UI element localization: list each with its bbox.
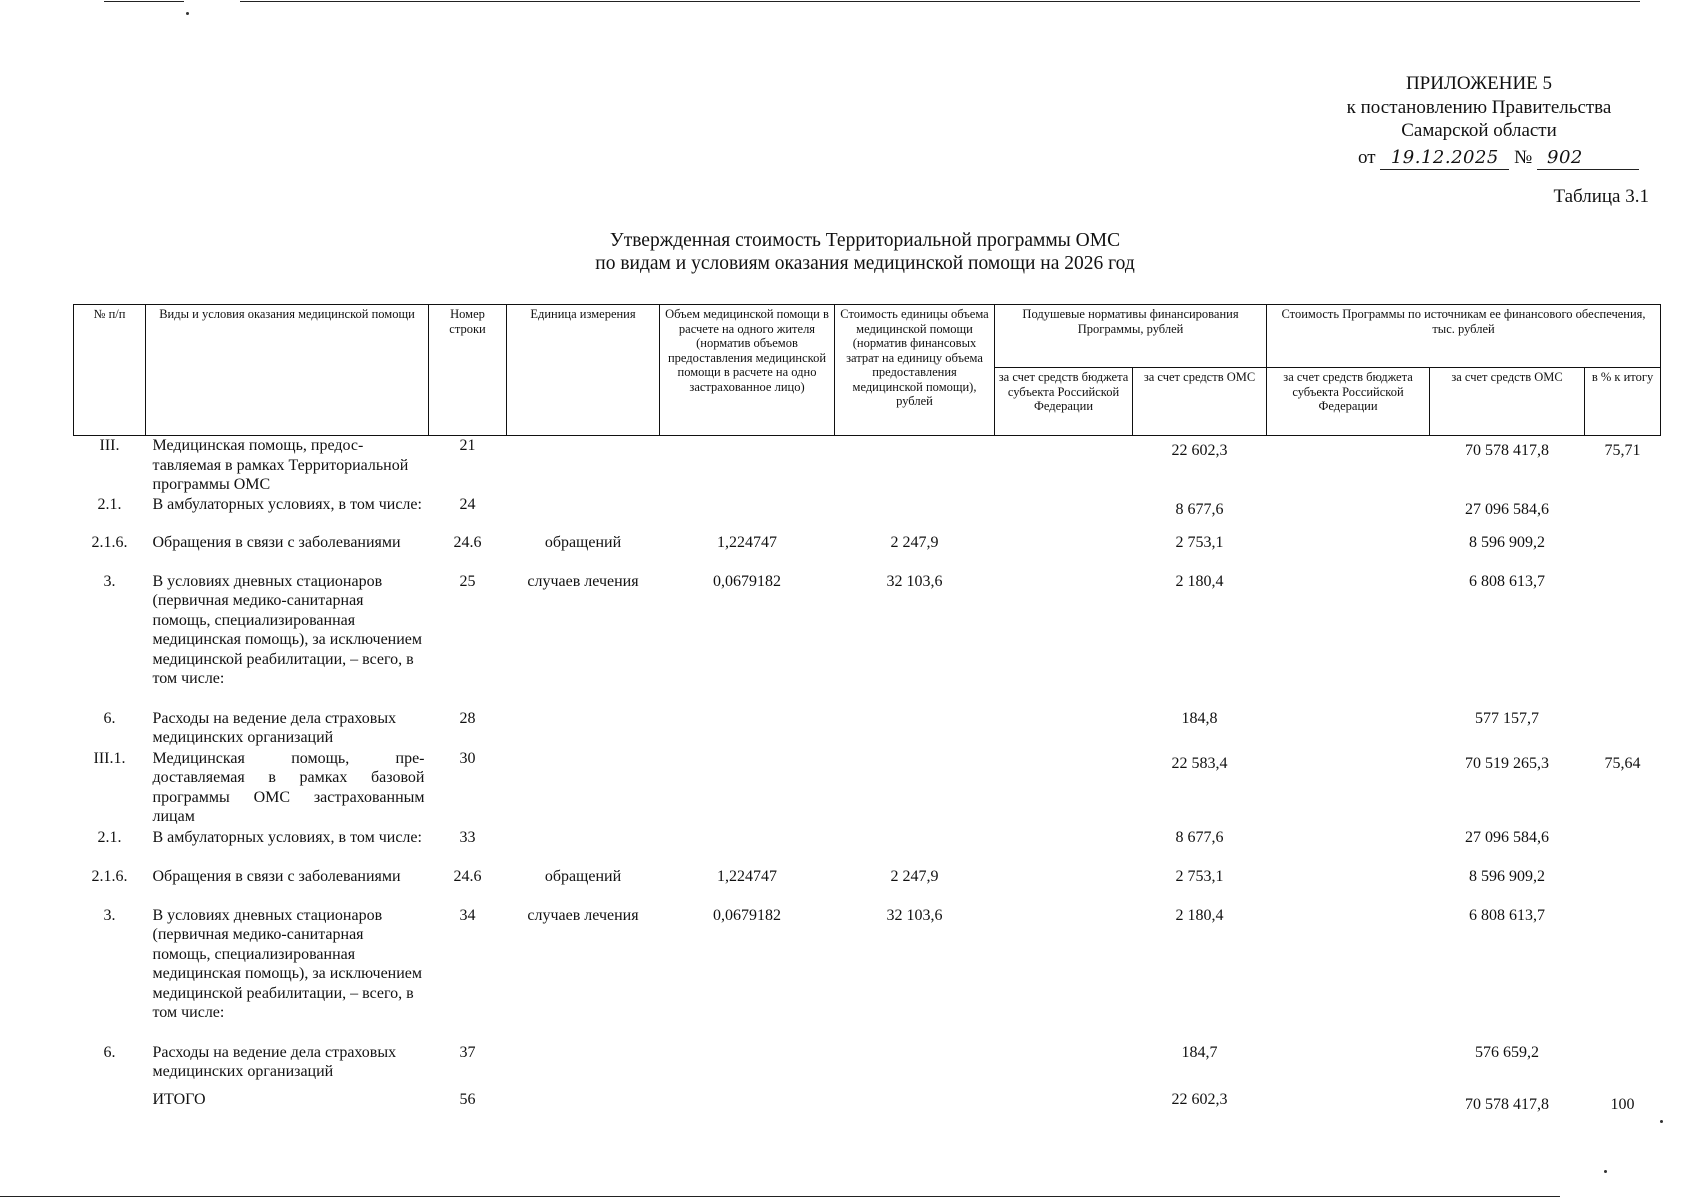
cell-pc-budget bbox=[995, 906, 1133, 1043]
cell-volume: 1,224747 bbox=[717, 867, 777, 885]
appendix-date-line bbox=[1319, 146, 1639, 171]
cell-name: В амбулаторных условиях, в том числе: bbox=[152, 828, 422, 846]
cell-unit bbox=[507, 709, 660, 749]
cell-cost-budget bbox=[1267, 1043, 1430, 1090]
cell-cost-oms: 576 659,2 bbox=[1475, 1043, 1540, 1061]
header-group-per-capita: Подушевые нормативы финансирования Программы, рублей bbox=[995, 305, 1267, 368]
cell-cost-oms: 27 096 584,6 bbox=[1465, 828, 1550, 846]
table-body bbox=[74, 436, 1661, 1120]
cell-cost-budget bbox=[1267, 709, 1430, 749]
cell-cost-unit: 32 103,6 bbox=[886, 572, 943, 590]
cell-unit bbox=[507, 749, 660, 828]
table-row bbox=[74, 533, 1661, 572]
cell-name: Расходы на ведение дела страховых медицинских организаций bbox=[152, 709, 397, 746]
cell-no: III.1. bbox=[93, 749, 126, 767]
cell-volume bbox=[660, 828, 835, 867]
cell-pc-budget bbox=[995, 828, 1133, 867]
cell-pc-oms: 2 753,1 bbox=[1175, 533, 1224, 551]
cell-line: 25 bbox=[459, 572, 476, 590]
scan-edge-top-left bbox=[104, 1, 184, 2]
cell-no: 6. bbox=[103, 1043, 116, 1061]
header-kind: Виды и условия оказания медицинской помощи bbox=[146, 305, 429, 436]
cell-pc-oms: 184,7 bbox=[1181, 1043, 1218, 1061]
cell-pc-budget bbox=[995, 436, 1133, 495]
cell-pct bbox=[1585, 709, 1661, 749]
cell-no: III. bbox=[99, 437, 120, 454]
cell-pc-budget bbox=[995, 1043, 1133, 1090]
cell-unit: случаев лечения bbox=[527, 572, 639, 590]
cell-name: Расходы на ведение дела страховых медицинских организаций bbox=[152, 1043, 397, 1080]
cell-cost-unit bbox=[835, 436, 995, 495]
cell-unit: обращений bbox=[544, 867, 622, 885]
scan-speck bbox=[186, 12, 189, 15]
cell-pct bbox=[1585, 572, 1661, 709]
cell-volume bbox=[660, 436, 835, 495]
cell-pct bbox=[1585, 906, 1661, 1043]
table-row bbox=[74, 828, 1661, 867]
table-row bbox=[74, 1043, 1661, 1090]
cell-line: 33 bbox=[459, 828, 476, 846]
cell-cost-budget bbox=[1267, 436, 1430, 495]
header-cost-oms: за счет средств ОМС bbox=[1430, 368, 1585, 436]
document-title bbox=[300, 229, 1430, 275]
cell-line: 28 bbox=[459, 709, 476, 727]
cell-cost-oms: 70 578 417,8 bbox=[1465, 442, 1550, 459]
cell-no: 2.1.6. bbox=[91, 867, 128, 885]
cell-line: 56 bbox=[459, 1090, 476, 1108]
cell-pct bbox=[1585, 1043, 1661, 1090]
appendix-block bbox=[1319, 72, 1639, 170]
table-row bbox=[74, 436, 1661, 495]
scan-speck bbox=[1660, 1120, 1663, 1123]
cell-volume bbox=[660, 1090, 835, 1120]
cell-pct bbox=[1585, 828, 1661, 867]
cell-cost-unit bbox=[835, 1090, 995, 1120]
cell-pc-budget bbox=[995, 867, 1133, 906]
cell-line: 21 bbox=[459, 437, 476, 454]
appendix-from-label: от bbox=[1358, 146, 1376, 168]
scan-edge-bottom bbox=[0, 1196, 1560, 1197]
cell-pc-budget bbox=[995, 572, 1133, 709]
table-label: Таблица 3.1 bbox=[1553, 186, 1649, 207]
header-pc-budget: за счет средств бюджета субъекта Российской Федерации bbox=[995, 368, 1133, 436]
cell-cost-oms: 8 596 909,2 bbox=[1469, 533, 1546, 551]
cell-no: 3. bbox=[103, 906, 116, 924]
header-pct: в % к итогу bbox=[1585, 368, 1661, 436]
header-group-cost: Стоимость Программы по источникам ее финансового обеспечения, тыс. рублей bbox=[1267, 305, 1661, 368]
cell-pc-oms: 2 180,4 bbox=[1175, 906, 1224, 924]
cell-cost-budget bbox=[1267, 1090, 1430, 1120]
cell-line: 24.6 bbox=[453, 867, 482, 885]
header-cost-budget: за счет средств бюджета субъекта Российской Федерации bbox=[1267, 368, 1430, 436]
cell-cost-unit: 2 247,9 bbox=[890, 867, 939, 885]
cell-no: 6. bbox=[103, 709, 116, 727]
table-row-total bbox=[74, 1090, 1661, 1120]
cell-name: В условиях дневных стационаров (первичная медико-санитарная помощь, специализированная медицинская помощь), за исключением медицинской реабилитации, – всего, в том числе: bbox=[152, 572, 423, 687]
cell-cost-oms: 577 157,7 bbox=[1475, 709, 1540, 727]
cell-pc-budget bbox=[995, 1090, 1133, 1120]
cell-no: 2.1. bbox=[97, 828, 122, 846]
table-row bbox=[74, 867, 1661, 906]
table-row bbox=[74, 495, 1661, 533]
cell-cost-budget bbox=[1267, 572, 1430, 709]
cell-cost-budget bbox=[1267, 828, 1430, 867]
table-row bbox=[74, 906, 1661, 1043]
cell-name: Медицинская помощь, пре-доставляемая в рамках базовой программы ОМС застрахованным лицам bbox=[152, 749, 425, 825]
cell-cost-budget bbox=[1267, 906, 1430, 1043]
cell-name: ИТОГО bbox=[152, 1090, 206, 1108]
cell-unit bbox=[507, 828, 660, 867]
document-title-line-2: по видам и условиям оказания медицинской помощи на 2026 год bbox=[595, 253, 1135, 274]
appendix-line-2: Самарской области bbox=[1401, 120, 1557, 141]
cell-line: 30 bbox=[459, 749, 476, 767]
cell-line: 34 bbox=[459, 906, 476, 924]
cell-cost-oms: 8 596 909,2 bbox=[1469, 867, 1546, 885]
header-unit: Единица измерения bbox=[507, 305, 660, 436]
header-cost-unit: Стоимость единицы объема медицинской помощи (норматив финансовых затрат на единицу объема предоставления медицинской помощи), рублей bbox=[835, 305, 995, 436]
header-pc-oms: за счет средств ОМС bbox=[1133, 368, 1267, 436]
cell-pct bbox=[1585, 533, 1661, 572]
table-row bbox=[74, 709, 1661, 749]
cell-cost-budget bbox=[1267, 867, 1430, 906]
cell-name: Медицинская помощь, предос-тавляемая в рамках Территориальной программы ОМС bbox=[152, 437, 409, 493]
scan-speck bbox=[1604, 1170, 1607, 1173]
cell-cost-unit bbox=[835, 828, 995, 867]
cell-pc-budget bbox=[995, 749, 1133, 828]
header-volume: Объем медицинской помощи в расчете на одного жителя (норматив объемов предоставления медицинской помощи в расчете на одно застрахованное лицо) bbox=[660, 305, 835, 436]
cell-name: В амбулаторных условиях, в том числе: bbox=[152, 495, 422, 513]
cell-volume: 0,0679182 bbox=[713, 572, 781, 590]
cell-no bbox=[74, 1090, 146, 1120]
cell-unit bbox=[507, 1043, 660, 1090]
appendix-number: 902 bbox=[1537, 146, 1639, 171]
cell-pct: 75,71 bbox=[1604, 442, 1641, 459]
cell-cost-budget bbox=[1267, 749, 1430, 828]
cell-cost-oms: 70 578 417,8 bbox=[1465, 1095, 1550, 1113]
cell-name: Обращения в связи с заболеваниями bbox=[152, 533, 401, 551]
cost-table bbox=[73, 304, 1661, 1120]
cell-pc-budget bbox=[995, 709, 1133, 749]
cell-line: 24.6 bbox=[453, 533, 482, 551]
header-line: Номер строки bbox=[429, 305, 507, 436]
cell-pc-oms: 8 677,6 bbox=[1175, 828, 1224, 846]
cell-pct: 75,64 bbox=[1604, 754, 1641, 772]
document-title-line-1: Утвержденная стоимость Территориальной программы ОМС bbox=[609, 230, 1121, 251]
cell-cost-budget bbox=[1267, 533, 1430, 572]
cell-cost-unit bbox=[835, 749, 995, 828]
cell-no: 2.1. bbox=[97, 495, 122, 513]
cell-cost-unit: 32 103,6 bbox=[886, 906, 943, 924]
cell-cost-oms: 6 808 613,7 bbox=[1469, 906, 1546, 924]
cell-pct: 100 bbox=[1610, 1095, 1635, 1113]
cell-line: 37 bbox=[459, 1043, 476, 1061]
cell-unit bbox=[507, 495, 660, 533]
cell-unit bbox=[507, 1090, 660, 1120]
cell-unit: случаев лечения bbox=[527, 906, 639, 924]
cell-pc-oms: 2 180,4 bbox=[1175, 572, 1224, 590]
cell-cost-unit bbox=[835, 495, 995, 533]
header-no: № п/п bbox=[74, 305, 146, 436]
cell-pc-oms: 184,8 bbox=[1181, 709, 1218, 727]
cell-pct bbox=[1585, 495, 1661, 533]
appendix-line-1: к постановлению Правительства bbox=[1346, 96, 1612, 118]
cell-cost-oms: 27 096 584,6 bbox=[1465, 500, 1550, 518]
appendix-number-sign: № bbox=[1514, 146, 1533, 168]
cell-volume bbox=[660, 1043, 835, 1090]
cell-no: 3. bbox=[103, 572, 116, 590]
cell-unit: обращений bbox=[544, 533, 622, 551]
cell-volume bbox=[660, 749, 835, 828]
scan-edge-top bbox=[240, 1, 1640, 2]
cell-cost-oms: 6 808 613,7 bbox=[1469, 572, 1546, 590]
cell-cost-budget bbox=[1267, 495, 1430, 533]
cell-volume: 0,0679182 bbox=[713, 906, 781, 924]
cell-cost-unit bbox=[835, 709, 995, 749]
cell-pc-oms: 22 583,4 bbox=[1171, 754, 1228, 772]
cell-unit bbox=[507, 436, 660, 495]
cell-name: В условиях дневных стационаров (первичная медико-санитарная помощь, специализированная медицинская помощь), за исключением медицинской реабилитации, – всего, в том числе: bbox=[152, 906, 423, 1021]
cell-pc-oms: 22 602,3 bbox=[1171, 442, 1228, 459]
cell-cost-unit bbox=[835, 1043, 995, 1090]
cell-volume bbox=[660, 495, 835, 533]
cell-line: 24 bbox=[459, 495, 476, 513]
cell-pc-oms: 22 602,3 bbox=[1171, 1090, 1228, 1108]
cell-volume: 1,224747 bbox=[717, 533, 777, 551]
appendix-title: ПРИЛОЖЕНИЕ 5 bbox=[1405, 73, 1553, 94]
table-row bbox=[74, 749, 1661, 828]
cell-cost-unit: 2 247,9 bbox=[890, 533, 939, 551]
cell-pc-oms: 8 677,6 bbox=[1175, 500, 1224, 518]
cell-cost-oms: 70 519 265,3 bbox=[1465, 754, 1550, 772]
cell-no: 2.1.6. bbox=[91, 533, 128, 551]
table-row bbox=[74, 572, 1661, 709]
cell-volume bbox=[660, 709, 835, 749]
appendix-date: 19.12.2025 bbox=[1380, 146, 1509, 171]
cell-pct bbox=[1585, 867, 1661, 906]
cell-pc-budget bbox=[995, 495, 1133, 533]
cell-pc-budget bbox=[995, 533, 1133, 572]
cell-name: Обращения в связи с заболеваниями bbox=[152, 867, 401, 885]
cell-pc-oms: 2 753,1 bbox=[1175, 867, 1224, 885]
